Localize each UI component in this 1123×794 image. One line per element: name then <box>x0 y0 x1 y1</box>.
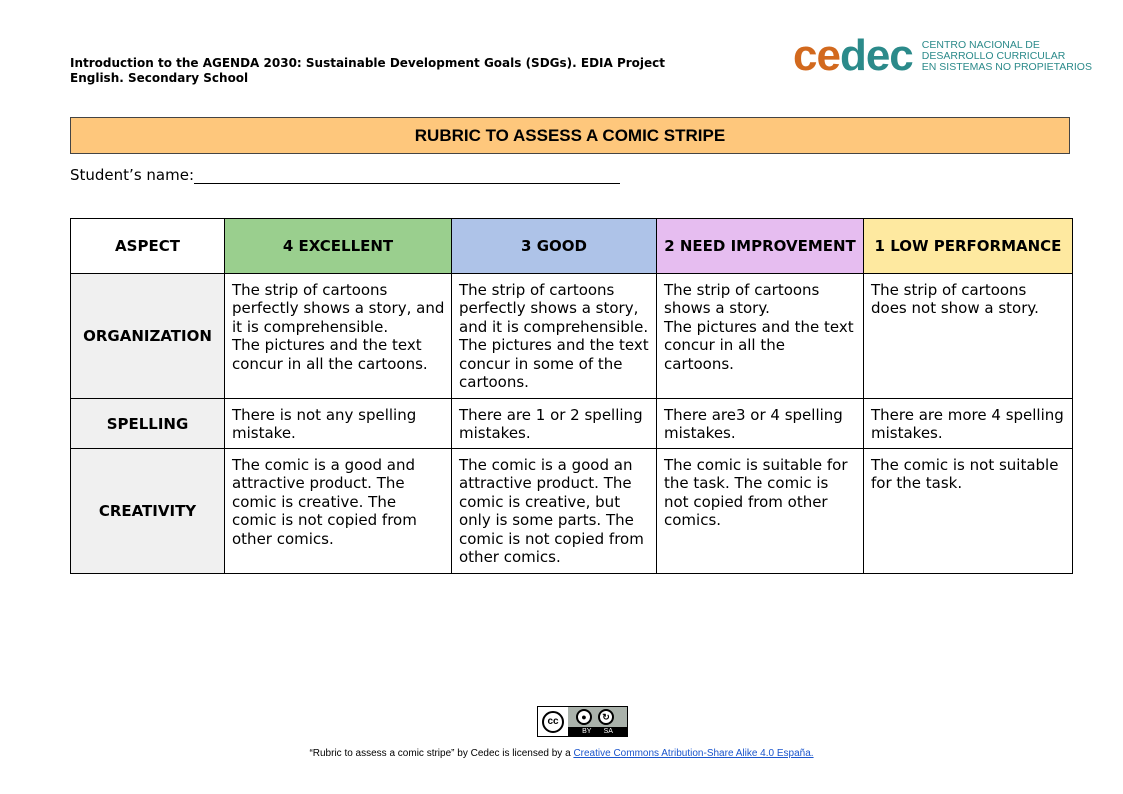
header-excellent: 4 EXCELLENT <box>225 219 452 274</box>
cc-sa-label: SA <box>603 728 613 735</box>
cell-text: There are 1 or 2 spelling mistakes. <box>459 406 643 443</box>
cell-organization-excellent <box>225 274 452 399</box>
logo-sub-line2: DESARROLLO CURRICULAR <box>921 49 1066 62</box>
license-link[interactable]: Creative Commons Atribution-Share Alike 4.0 España. <box>573 748 814 759</box>
share-alike-icon: ↻ <box>598 709 614 725</box>
cell-spelling-good <box>452 399 657 449</box>
logo-word-part1: ce <box>793 31 840 80</box>
cell-text: The strip of cartoons shows a story. <box>664 281 820 318</box>
rubric-title-banner <box>70 117 1070 154</box>
student-name-label: Student’s name: <box>70 166 194 184</box>
logo-sub-line1: CENTRO NACIONAL DE <box>921 38 1040 51</box>
aspect-creativity: CREATIVITY <box>71 449 225 574</box>
rubric-title: RUBRIC TO ASSESS A COMIC STRIPE <box>414 125 726 145</box>
cell-text: The comic is a good and attractive product. The comic is creative. The comic is not copied from other comics. <box>232 456 417 548</box>
cc-license-badge[interactable] <box>537 706 628 737</box>
cell-text: The pictures and the text concur in all the cartoons. <box>232 336 428 373</box>
rubric-table <box>70 218 1073 574</box>
cedec-logo <box>793 31 1092 80</box>
cell-organization-low <box>864 274 1073 399</box>
cc-label-strip <box>568 727 627 736</box>
cell-organization-good <box>452 274 657 399</box>
cell-text: There are more 4 spelling mistakes. <box>871 406 1064 443</box>
logo-sub-line3: EN SISTEMAS NO PROPIETARIOS <box>921 60 1092 73</box>
cc-by-label: BY <box>582 728 592 735</box>
cell-spelling-improvement <box>657 399 864 449</box>
logo-subtitle <box>922 40 1092 73</box>
student-name-line[interactable] <box>194 168 620 184</box>
student-name-field[interactable] <box>70 166 620 184</box>
cell-text: The comic is suitable for the task. The comic is not copied from other comics. <box>664 456 848 530</box>
aspect-organization: ORGANIZATION <box>71 274 225 399</box>
cell-creativity-low <box>864 449 1073 574</box>
aspect-spelling: SPELLING <box>71 399 225 449</box>
header-aspect: ASPECT <box>71 219 225 274</box>
license-statement <box>0 748 1123 759</box>
header-good: 3 GOOD <box>452 219 657 274</box>
logo-word-part2: dec <box>839 31 913 80</box>
logo-wordmark <box>793 31 913 80</box>
table-row <box>71 449 1073 574</box>
table-row <box>71 399 1073 449</box>
cell-spelling-excellent <box>225 399 452 449</box>
cell-text: The strip of cartoons perfectly shows a story, and it is comprehensible. <box>232 281 445 336</box>
cell-text: The pictures and the text concur in some of the cartoons. <box>459 336 649 392</box>
cell-text: The pictures and the text concur in all the cartoons. <box>664 317 854 373</box>
header-course-line: English. Secondary School <box>70 71 249 85</box>
cc-left-panel <box>538 707 568 736</box>
cell-text: There is not any spelling mistake. <box>232 406 417 443</box>
header-low-performance: 1 LOW PERFORMANCE <box>864 219 1073 274</box>
cc-icon: cc <box>542 711 564 733</box>
table-row <box>71 274 1073 399</box>
cell-text: The strip of cartoons does not show a story. <box>871 281 1039 318</box>
cell-text: The strip of cartoons perfectly shows a story, and it is comprehensible. <box>459 281 649 336</box>
table-header-row <box>71 219 1073 274</box>
cell-text: The comic is a good an attractive product. The comic is creative, but only is some parts. The comic is not copied from other comics. <box>459 456 644 567</box>
cell-spelling-low <box>864 399 1073 449</box>
cc-icon-group <box>576 709 614 725</box>
cell-creativity-excellent <box>225 449 452 574</box>
cell-creativity-good <box>452 449 657 574</box>
cell-creativity-improvement <box>657 449 864 574</box>
cell-organization-improvement <box>657 274 864 399</box>
cell-text: There are3 or 4 spelling mistakes. <box>664 406 843 443</box>
cc-right-panel <box>568 707 627 736</box>
attribution-icon: ● <box>576 709 592 725</box>
document-header <box>70 56 665 86</box>
header-need-improvement: 2 NEED IMPROVEMENT <box>657 219 864 274</box>
license-text: “Rubric to assess a comic stripe” by Cedec is licensed by a <box>309 748 574 759</box>
cell-text: The comic is not suitable for the task. <box>871 456 1059 493</box>
header-project-line: Introduction to the AGENDA 2030: Sustainable Development Goals (SDGs). EDIA Project <box>70 56 666 70</box>
